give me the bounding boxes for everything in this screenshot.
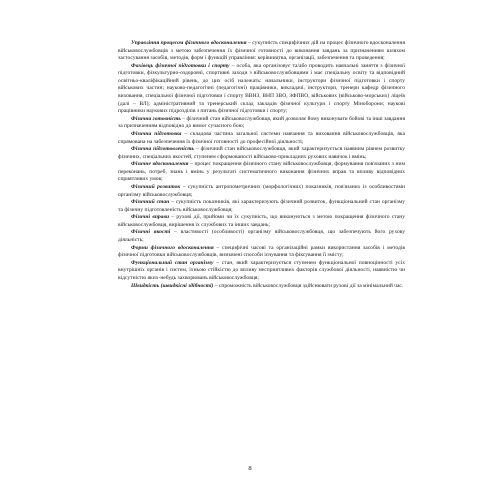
definition-text: – сукупність показників, які характеризують фізичний розвиток, функціональний стан організму та фізичну підготовленість військовослужбовця; [118, 199, 406, 213]
definition-term: Швидкість (швидкісні здібності) [131, 282, 214, 289]
definition-paragraph [118, 146, 405, 161]
definition-paragraph [118, 199, 405, 214]
definition-text: – рухові дії, прийоми чи їх сукупність, що виконуються з метою покращення фізичного стану військовослужбовця, вирішення їх службових та інших завдань; [118, 214, 405, 228]
definition-paragraph [118, 116, 405, 131]
definition-text: – специфічні часові та організаційні рамки використання засобів і методів фізичної підготовки військовослужбовців, визначені способи існування та фіксування її змісту; [118, 244, 405, 259]
definition-paragraph [118, 283, 405, 291]
definition-paragraph [118, 63, 405, 116]
definition-term: Фізичний розвиток [131, 183, 181, 190]
page-number: 8 [248, 465, 252, 472]
definition-paragraph [118, 184, 405, 199]
definition-text: – сукупність антропометричних (морфологічних) показників, пов'язаних із особливостями організму військовослужбовця; [118, 183, 405, 198]
definitions-list [118, 40, 405, 290]
definition-text: – стан, який характеризується ступенем функціональної повноцінності усіх внутрішніх органів і систем, їхньою стійкістю до впливу несприятливих факторів службової діяльності, наявністю чи відсутністю яких-небудь захворювань військовослужбовця; [118, 259, 405, 281]
definition-text: – фізичний стан військовослужбовця, який характеризується наявним рівнем розвитку фізичних, спеціальних якостей, ступенем сформованості військово-прикладних рухових навичок і вмінь; [118, 146, 406, 160]
definition-paragraph [118, 214, 405, 229]
definition-text: – сукупність специфічних дій на процес фізичного вдосконалення військовослужбовців з метою забезпечення їх фізичної готовності до виконання завдань за призначенням шляхом застосування засобів, методів, форм і функцій управління: керівництва, організації, забезпечення та проведення; [118, 40, 405, 62]
definition-term: Фізична готовність [131, 115, 181, 122]
definition-text: – особа, яка організовує та/або проводить навчальні заняття з фізичної підготовки, фізкультурно-оздоровчі, спортивні заходи з військовослужбовцями і має спеціальну освіту та відповідний освітньо-кваліфікаційний рівень, до цих осіб належать: начальники, інструктори фізичної підготовки і спорту військових частин; науково-педагогічні (педагогічні) працівники, викладачі, інструктори, тренери кафедр фізичного виховання, спеціальної фізичної підготовки і спорту ВВНЗ, ВНП ЗВО, ЗФПВО, військових (військово-морських) ліцеїв (далі – ВЛ); адміністративний та тренерський склад закладів фізичної культури і спорту Міноборони; наукові працівники наукових підрозділів з питань фізичної підготовки і спорту; [118, 62, 405, 115]
definition-term: Фізична підготовка [131, 130, 182, 137]
definition-term: Форми фізичного вдосконалення [131, 244, 214, 251]
definition-term: Фізичні якості [131, 229, 171, 236]
definition-term: Фізична підготовленість [131, 146, 195, 153]
definition-text: – складова частина загальної системи навчання та виховання військовослужбовців, яка спрямована на забезпечення їх фізичної готовності до професійної діяльності; [118, 130, 405, 145]
definition-term: Функціональний стан організму [131, 259, 214, 266]
definition-text: – спроможність військовослужбовця здійснювати рухові дії за мінімальний час. [213, 282, 404, 289]
definition-paragraph [118, 40, 405, 63]
definition-term: Фізичний стан [131, 199, 170, 206]
definition-paragraph [118, 229, 405, 244]
definition-text: – процес покращення фізичного стану військовослужбовця, формування пов'язаних з ним переконань, потреб, знань і вмінь у результаті систематичного виконання фізичних вправ та впливу відповідних сприятливих умов; [118, 161, 405, 183]
definition-paragraph [118, 131, 405, 146]
definition-term: Фахівець фізичної підготовки і спорту [131, 62, 230, 69]
definition-paragraph [118, 260, 405, 283]
definition-text: – властивості (особливості) організму військовослужбовця, що забезпечують його рухову діяльність; [118, 229, 405, 244]
definition-paragraph [118, 161, 405, 184]
definition-term: Фізичні вправи [131, 214, 170, 221]
definition-text: – фізичний стан військовослужбовця, який дозволяє йому виконувати бойові та інші завдання за призначенням відповідно до вимог сучасного бою; [118, 115, 405, 130]
definition-term: Управління процесом фізичного вдосконалення [131, 40, 247, 46]
definition-paragraph [118, 245, 405, 260]
definition-term: Фізичне вдосконалення [131, 161, 189, 168]
